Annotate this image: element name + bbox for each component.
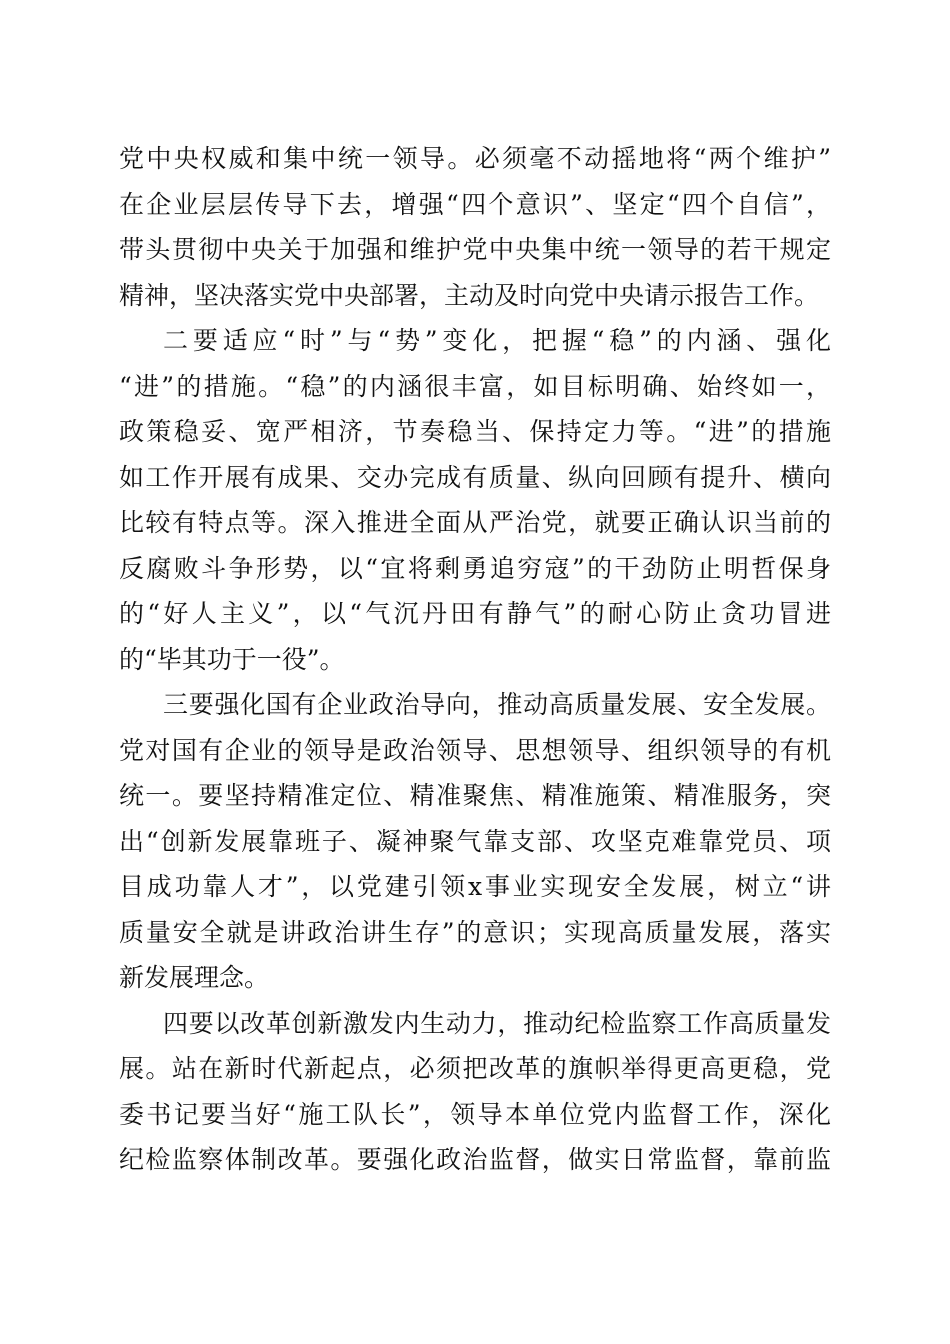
text-line: “进”的措施。“稳”的内涵很丰富，如目标明确、始终如一， <box>119 371 831 401</box>
text-line: 新发展理念。 <box>119 963 270 992</box>
text-line: 统一。要坚持精准定位、精准聚焦、精准施策、精准服务，突 <box>119 781 831 810</box>
text-line: 如工作开展有成果、交办完成有质量、纵向回顾有提升、横向 <box>119 462 831 492</box>
text-line: 党中央权威和集中统一领导。必须毫不动摇地将“两个维护” <box>119 144 831 173</box>
text-line: 委书记要当好“施工队长”，领导本单位党内监督工作，深化 <box>119 1099 831 1129</box>
text-line: 的“好人主义”，以“气沉丹田有静气”的耐心防止贪功冒进 <box>119 599 831 628</box>
paragraph-first-line: 三要强化国有企业政治导向，推动高质量发展、安全发展。 <box>163 690 831 719</box>
document-body <box>119 136 831 1183</box>
text-line: 的“毕其功于一役”。 <box>119 644 345 674</box>
text-line: 党对国有企业的领导是政治领导、思想领导、组织领导的有机 <box>119 735 831 765</box>
text-line: 精神，坚决落实党中央部署，主动及时向党中央请示报告工作。 <box>119 280 820 310</box>
text-line: 展。站在新时代新起点，必须把改革的旗帜举得更高更稳，党 <box>119 1054 831 1083</box>
text-line: 反腐败斗争形势，以“宜将剩勇追穷寇”的干劲防止明哲保身 <box>119 553 831 583</box>
text-line: 带头贯彻中央关于加强和维护党中央集中统一领导的若干规定 <box>119 235 831 264</box>
paragraph-first-line: 二要适应“时”与“势”变化，把握“稳”的内涵、强化 <box>163 326 831 355</box>
text-line: 目成功靠人才”，以党建引领x事业实现安全发展，树立“讲 <box>119 872 831 901</box>
paragraph-first-line: 四要以改革创新激发内生动力，推动纪检监察工作高质量发 <box>163 1008 831 1038</box>
text-line: 比较有特点等。深入推进全面从严治党，就要正确认识当前的 <box>119 508 831 537</box>
text-line: 纪检监察体制改革。要强化政治监督，做实日常监督，靠前监 <box>119 1145 831 1174</box>
text-line: 质量安全就是讲政治讲生存”的意识；实现高质量发展，落实 <box>119 917 831 947</box>
text-line: 在企业层层传导下去，增强“四个意识”、坚定“四个自信”， <box>119 189 831 219</box>
text-line: 出“创新发展靠班子、凝神聚气靠支部、攻坚克难靠党员、项 <box>119 826 831 856</box>
text-line: 政策稳妥、宽严相济，节奏稳当、保持定力等。“进”的措施 <box>119 417 831 446</box>
